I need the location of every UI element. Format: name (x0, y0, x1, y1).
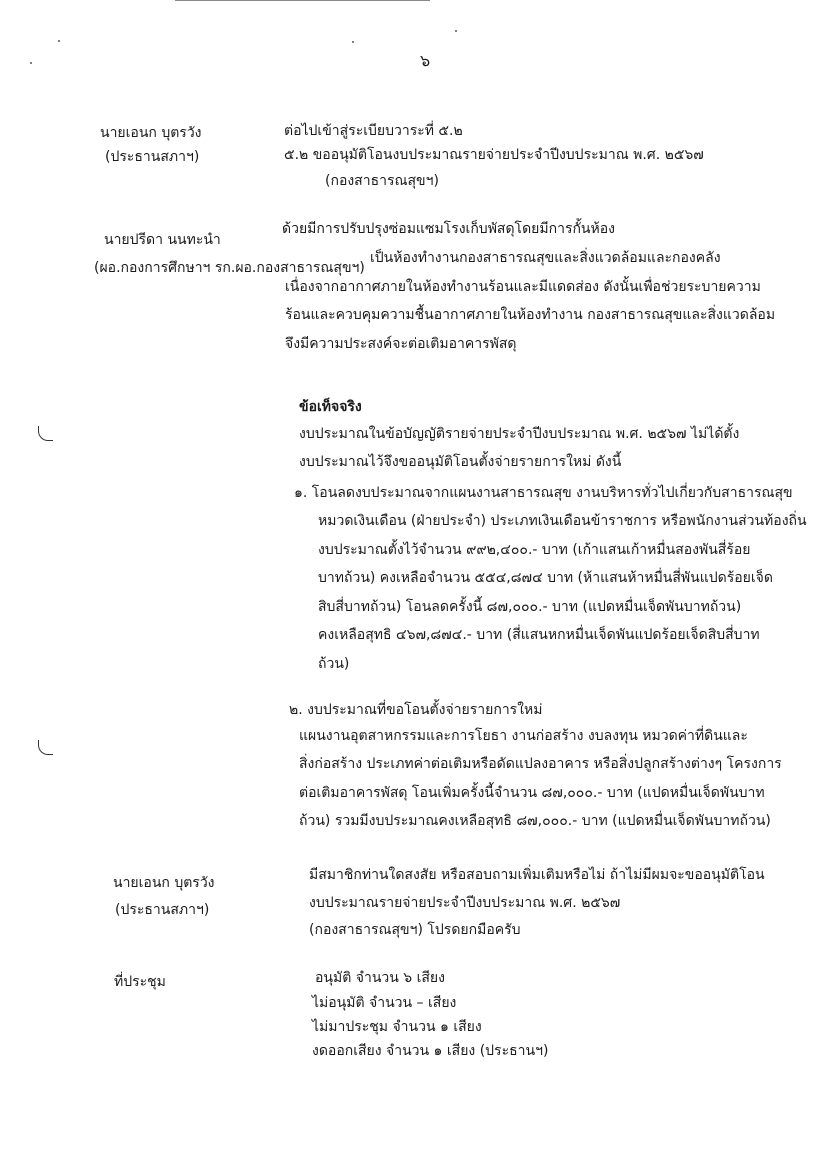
vote-line: ไม่อนุมัติ จำนวน – เสียง (312, 995, 457, 1011)
list-item-line: หมวดเงินเดือน (ฝ่ายประจำ) ประเภทเงินเดือนข้าราชการ หรือพนักงานส่วนท้องถิ่น (318, 513, 807, 529)
list-item-line: สิ่งก่อสร้าง ประเภทค่าต่อเติมหรือดัดแปลงอาคาร หรือสิ่งปลูกสร้างต่างๆ โครงการ (299, 756, 782, 772)
body-line: งบประมาณรายจ่ายประจำปีงบประมาณ พ.ศ. ๒๕๖๗ (309, 895, 621, 911)
facts-heading: ข้อเท็จจริง (299, 399, 362, 415)
vote-line: งดออกเสียง จำนวน ๑ เสียง (ประธานฯ) (312, 1043, 549, 1059)
speaker-role: (ประธานสภาฯ) (105, 149, 200, 165)
list-item-line: ต่อเติมอาคารพัสดุ โอนเพิ่มครั้งนี้จำนวน ๘๗,๐๐๐.- บาท (แปดหมื่นเจ็ดพันบาท (299, 785, 765, 801)
body-line: จึงมีความประสงค์จะต่อเติมอาคารพัสดุ (285, 336, 517, 352)
body-line: มีสมาชิกท่านใดสงสัย หรือสอบถามเพิ่มเติมหรือไม่ ถ้าไม่มีผมจะขออนุมัติโอน (309, 867, 765, 883)
list-item-line: แผนงานอุตสาหกรรมและการโยธา งานก่อสร้าง งบลงทุน หมวดค่าที่ดินและ (299, 728, 748, 744)
list-item-line: สิบสี่บาทถ้วน) โอนลดครั้งนี้ ๘๗,๐๐๐.- บาท (แปดหมื่นเจ็ดพันบาทถ้วน) (318, 599, 742, 615)
body-line: ๕.๒ ขออนุมัติโอนงบประมาณรายจ่ายประจำปีงบประมาณ พ.ศ. ๒๕๖๗ (284, 147, 704, 163)
list-item-line: คงเหลือสุทธิ ๔๖๗,๘๗๔.- บาท (สี่แสนหกหมื่นเจ็ดพันแปดร้อยเจ็ดสิบสี่บาท (318, 627, 760, 643)
list-item-line: ๑. โอนลดงบประมาณจากแผนงานสาธารณสุข งานบริหารทั่วไปเกี่ยวกับสาธารณสุข (294, 485, 793, 501)
body-line: ต่อไปเข้าสู่ระเบียบวาระที่ ๕.๒ (284, 123, 463, 139)
body-line: (กองสาธารณสุขฯ) (325, 173, 439, 189)
body-line: (กองสาธารณสุขฯ) โปรดยกมือครับ (309, 922, 521, 938)
list-item-line: ๒. งบประมาณที่ขอโอนตั้งจ่ายรายการใหม่ (289, 702, 543, 718)
speaker-name: นายปรีดา นนทะนำ (104, 232, 221, 248)
speaker-name: นายเอนก บุตรวัง (113, 875, 215, 891)
list-item-line: ถ้วน) รวมมีงบประมาณคงเหลือสุทธิ ๘๗,๐๐๐.- บาท (แปดหมื่นเจ็ดพันบาทถ้วน) (299, 813, 771, 829)
meeting-label: ที่ประชุม (114, 974, 166, 990)
list-item-line: งบประมาณตั้งไว้จำนวน ๙๙๒,๔๐๐.- บาท (เก้าแสนเก้าหมื่นสองพันสี่ร้อย (318, 542, 751, 558)
vote-line: อนุมัติ จำนวน ๖ เสียง (315, 970, 445, 986)
scan-speck (30, 62, 32, 64)
list-item-line: บาทถ้วน) คงเหลือจำนวน ๕๕๔,๘๗๔ บาท (ห้าแสนห้าหมื่นสี่พันแปดร้อยเจ็ด (318, 570, 773, 586)
body-line: ด้วยมีการปรับปรุงซ่อมแซมโรงเก็บพัสดุโดยมีการกั้นห้อง (282, 221, 615, 237)
scan-speck (455, 30, 457, 32)
body-line: งบประมาณในข้อบัญญัติรายจ่ายประจำปีงบประมาณ พ.ศ. ๒๕๖๗ ไม่ได้ตั้ง (299, 426, 740, 442)
speaker-role: (ผอ.กองการศึกษาฯ รก.ผอ.กองสาธารณสุขฯ) (94, 260, 365, 276)
speaker-role: (ประธานสภาฯ) (115, 902, 210, 918)
margin-pen-mark (38, 426, 53, 441)
body-line: เป็นห้องทำงานกองสาธารณสุขและสิ่งแวดล้อมและกองคลัง (370, 250, 721, 266)
list-item-line: ถ้วน) (318, 656, 350, 672)
body-line: เนื่องจากอากาศภายในห้องทำงานร้อนและมีแดดส่อง ดังนั้นเพื่อช่วยระบายความ (285, 279, 761, 295)
page-number: ๖ (420, 51, 431, 70)
scan-edge-line (175, 0, 430, 1)
scan-speck (58, 40, 60, 42)
margin-pen-mark (38, 740, 53, 755)
body-line: งบประมาณไว้จึงขออนุมัติโอนตั้งจ่ายรายการใหม่ ดังนี้ (299, 454, 622, 470)
scan-speck (352, 41, 354, 43)
body-line: ร้อนและควบคุมความชื้นอากาศภายในห้องทำงาน กองสาธารณสุขและสิ่งแวดล้อม (285, 307, 776, 323)
speaker-name: นายเอนก บุตรวัง (100, 125, 202, 141)
vote-line: ไม่มาประชุม จำนวน ๑ เสียง (312, 1019, 482, 1035)
